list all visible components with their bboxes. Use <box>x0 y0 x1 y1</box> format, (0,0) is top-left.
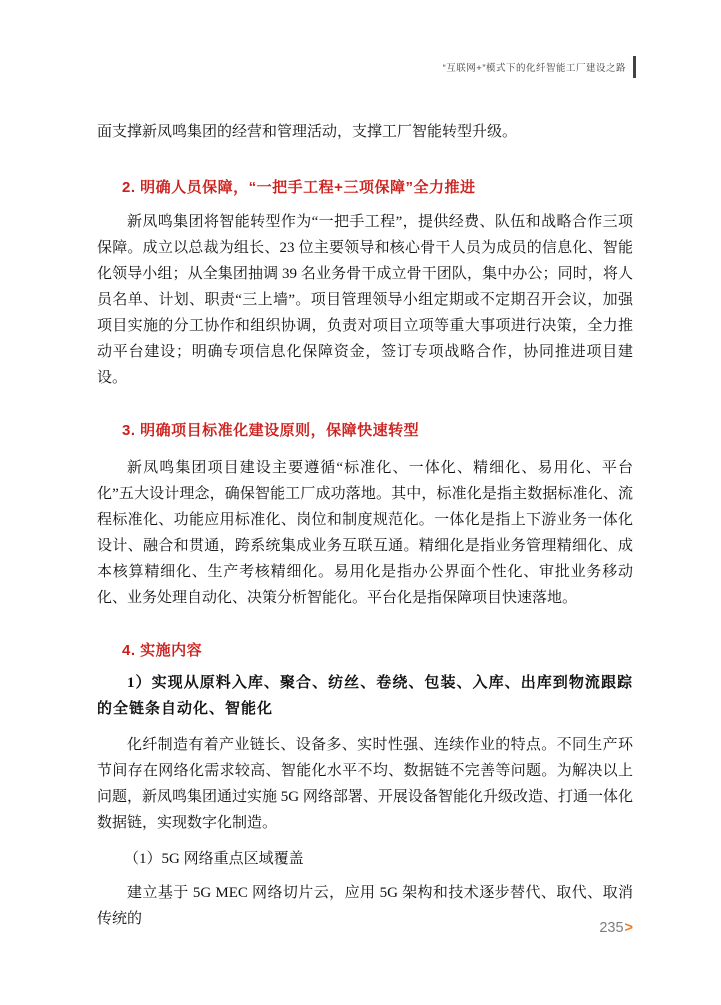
section-heading-2: 2. 明确人员保障，“一把手工程+三项保障”全力推进 <box>122 179 476 196</box>
sub-item-heading: （1）5G 网络重点区域覆盖 <box>124 851 304 867</box>
paragraph: 化纤制造有着产业链长、设备多、实时性强、连续作业的特点。不同生产环节间存在网络化需求较高、智能化水平不均、数据链不完善等问题。为解决以上问题，新凤鸣集团通过实施 5G 网络部署、开展设备智能化升级改造、打通一体化数据链，实现数字化制造。 <box>97 737 633 831</box>
document-body <box>97 0 633 932</box>
section-heading-3: 3. 明确项目标准化建设原则，保障快速转型 <box>122 422 420 439</box>
page-footer <box>599 920 633 936</box>
paragraph: 建立基于 5G MEC 网络切片云，应用 5G 架构和技术逐步替代、取代、取消传统的 <box>97 885 633 927</box>
section-heading-4: 4. 实施内容 <box>122 642 203 659</box>
paragraph: 面支撑新凤鸣集团的经营和管理活动，支撑工厂智能转型升级。 <box>97 124 518 140</box>
page-number: 235 <box>599 920 624 936</box>
bold-subheading: 1）实现从原料入库、聚合、纺丝、卷绕、包装、入库、出库到物流跟踪的全链条自动化、智能化 <box>97 675 633 717</box>
paragraph: 新凤鸣集团项目建设主要遵循“标准化、一体化、精细化、易用化、平台化”五大设计理念，确保智能工厂成功落地。其中，标准化是指主数据标准化、流程标准化、功能应用标准化、岗位和制度规范化。一体化是指上下游业务一体化设计、融合和贯通，跨系统集成业务互联互通。精细化是指业务管理精细化、成本核算精细化、生产考核精细化。易用化是指办公界面个性化、审批业务移动化、业务处理自动化、决策分析智能化。平台化是指保障项目快速落地。 <box>97 460 633 606</box>
paragraph: 新凤鸣集团将智能转型作为“一把手工程”，提供经费、队伍和战略合作三项保障。成立以总裁为组长、23 位主要领导和核心骨干人员为成员的信息化、智能化领导小组；从全集团抽调 39 名业务骨干成立骨干团队，集中办公；同时，将人员名单、计划、职责“三上墙”。项目管理领导小组定期或不定期召开会议，加强项目实施的分工协作和组织协调，负责对项目立项等重大事项进行决策，全力推动平台建设；明确专项信息化保障资金，签订专项战略合作，协同推进项目建设。 <box>97 214 633 386</box>
running-head-title: “互联网+”模式下的化纤智能工厂建设之路 <box>442 63 626 74</box>
header-divider-bar <box>633 56 636 78</box>
page-header <box>443 56 636 78</box>
page-number-arrow-icon: > <box>624 920 633 936</box>
